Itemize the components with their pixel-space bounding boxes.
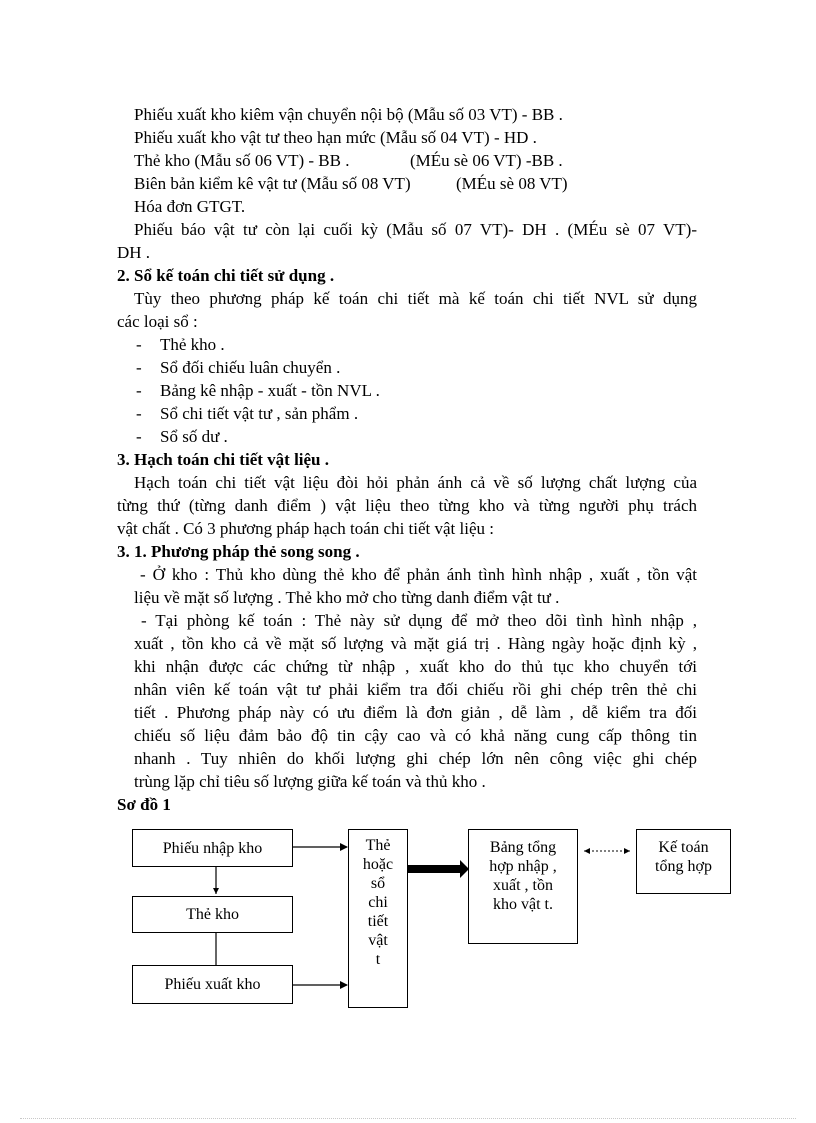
text-line: (MÉu sè 06 VT) -BB . <box>410 151 563 170</box>
text-line: liệu về mặt số lượng . Thẻ kho mở cho từng danh điểm vật tư . <box>134 588 560 607</box>
list-item: Thẻ kho . <box>160 335 225 354</box>
box-label: Kế toán tổng hợp <box>655 839 712 875</box>
box-label: Thẻ hoặc sổ chi tiết vật t <box>362 837 394 968</box>
list-marker: - <box>136 335 142 354</box>
list-item: Bảng kê nhập - xuất - tồn NVL . <box>160 381 380 400</box>
text-line: chiếu số liệu đảm bảo độ tin cậy cao và có khả năng cung cấp thông tin <box>134 726 697 745</box>
diagram-title: Sơ đồ 1 <box>117 795 171 814</box>
text-line: từng thứ (từng danh điểm ) vật liệu theo từng kho và từng người phụ trách <box>117 496 697 515</box>
box-bang-tong-hop <box>468 829 578 944</box>
text-line: Phiếu xuất kho kiêm vận chuyển nội bộ (Mẫu số 03 VT) - BB . <box>134 105 563 124</box>
text-line: - Ở kho : Thủ kho dùng thẻ kho để phản ánh tình hình nhập , xuất , tồn vật <box>140 565 697 584</box>
box-ke-toan-tong-hop <box>636 829 731 894</box>
box-phieu-nhap-kho <box>132 829 293 867</box>
box-label: Phiếu xuất kho <box>164 976 261 993</box>
text-line: tiết . Phương pháp này có ưu điểm là đơn giản , dễ làm , dễ kiểm tra đối <box>134 703 697 722</box>
section-heading: 3. 1. Phương pháp thẻ song song . <box>117 542 360 561</box>
text-line: xuất , tồn kho cả về mặt số lượng và mặt giá trị . Hàng ngày hoặc định kỳ , <box>134 634 697 653</box>
box-the-chi-tiet-vat-tu <box>348 829 408 1008</box>
list-item: Sổ số dư . <box>160 427 228 446</box>
text-line: trùng lặp chỉ tiêu số lượng giữa kế toán và thủ kho . <box>134 772 486 791</box>
box-phieu-xuat-kho <box>132 965 293 1004</box>
footer-divider <box>20 1118 796 1119</box>
list-marker: - <box>136 404 142 423</box>
box-the-kho <box>132 896 293 933</box>
text-line: Biên bản kiểm kê vật tư (Mẫu số 08 VT) <box>134 174 411 193</box>
text-line: - Tại phòng kế toán : Thẻ này sử dụng để mở theo dõi tình hình nhập , <box>141 611 697 630</box>
section-heading: 3. Hạch toán chi tiết vật liệu . <box>117 450 330 469</box>
box-label: Bảng tổng hợp nhập , xuất , tồn kho vật t. <box>489 839 557 913</box>
box-label: Phiếu nhập kho <box>162 840 263 857</box>
text-line: vật chất . Có 3 phương pháp hạch toán chi tiết vật liệu : <box>117 519 494 538</box>
text-line: Phiếu báo vật tư còn lại cuối kỳ (Mẫu số 07 VT)- DH . (MÉu sè 07 VT)- <box>134 220 697 239</box>
list-item: Sổ chi tiết vật tư , sản phẩm . <box>160 404 359 423</box>
section-heading: 2. Sổ kế toán chi tiết sử dụng . <box>117 266 335 285</box>
text-line: Tùy theo phương pháp kế toán chi tiết mà kế toán chi tiết NVL sử dụng <box>134 289 697 308</box>
list-marker: - <box>136 358 142 377</box>
text-line: nhân viên kế toán vật tư phải kiểm tra đối chiếu rồi ghi chép trên thẻ chi <box>134 680 697 699</box>
list-item: Sổ đối chiếu luân chuyển . <box>160 358 341 377</box>
text-line: DH . <box>117 243 151 262</box>
text-line: Hạch toán chi tiết vật liệu đòi hỏi phản ánh cả về số lượng chất lượng của <box>134 473 697 492</box>
box-label: Thẻ kho <box>186 906 239 923</box>
list-marker: - <box>136 427 142 446</box>
text-line: Thẻ kho (Mẫu số 06 VT) - BB . <box>134 151 350 170</box>
text-line: khi nhận được các chứng từ nhập , xuất kho do thủ tục kho chuyển tới <box>134 657 697 676</box>
list-marker: - <box>136 381 142 400</box>
text-line: nhanh . Tuy nhiên do khối lượng ghi chép lớn nên công việc ghi chép <box>134 749 697 768</box>
text-line: Phiếu xuất kho vật tư theo hạn mức (Mẫu số 04 VT) - HD . <box>134 128 537 147</box>
thick-arrow-to-bang-tong-hop <box>408 860 469 878</box>
text-line: Hóa đơn GTGT. <box>134 197 246 216</box>
text-line: các loại sổ : <box>117 312 198 331</box>
text-line: (MÉu sè 08 VT) <box>456 174 568 193</box>
